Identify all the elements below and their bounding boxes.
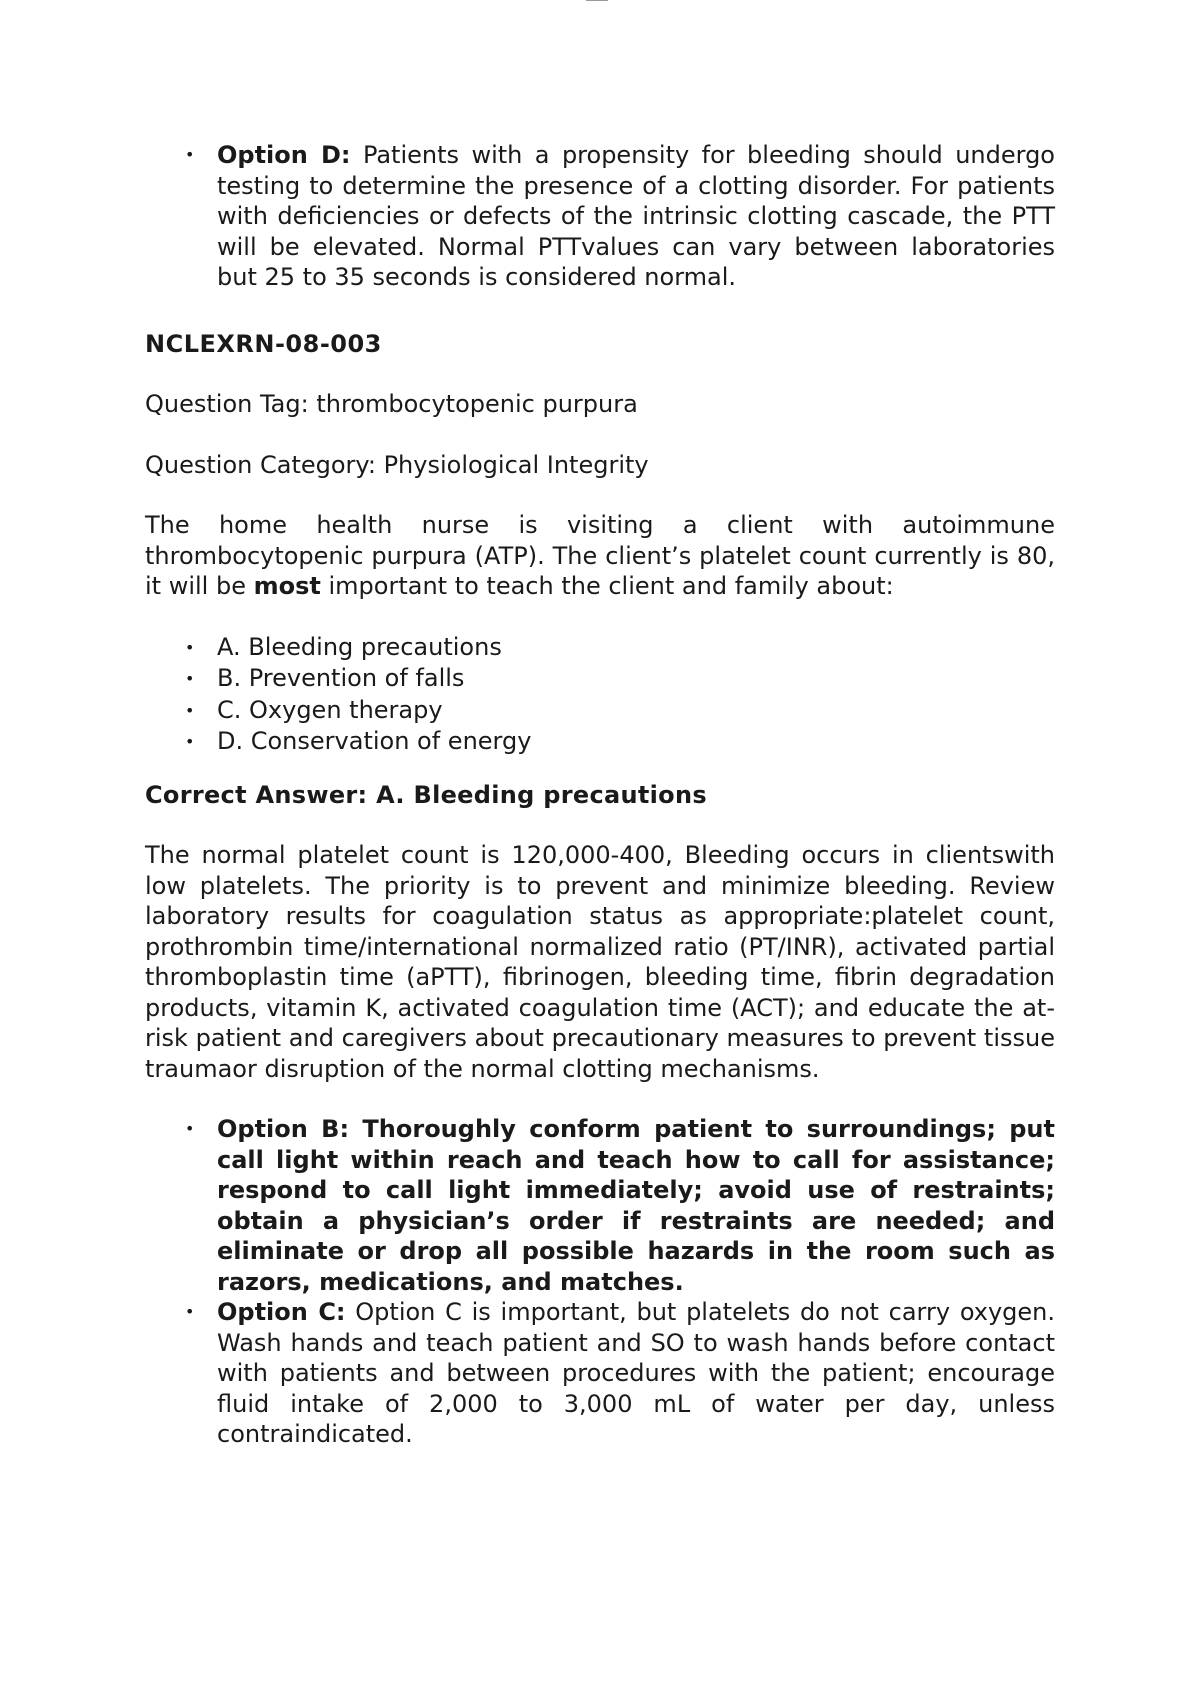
bullet: • xyxy=(185,732,195,751)
option-label: Option C: xyxy=(217,1298,346,1326)
option-text: Patients with a propensity for bleeding should undergo testing to determine the presence of a clotting disorder. For patients with deficiencies or defects of the intrinsic clotting cascade, the PTT will be elevated. Normal PTTvalues can vary between laboratories but 25 to 35 seconds is considered normal. xyxy=(217,141,1055,291)
question-stem xyxy=(145,510,1055,602)
document-page xyxy=(145,140,1055,1450)
option-label: Option D: xyxy=(217,141,351,169)
option-text: Thoroughly conform patient to surroundings; put call light within reach and teach how to call for assistance; respond to call light immediately; avoid use of restraints; obtain a physician’s order if restraints are needed; and eliminate or drop all possible hazards in the room such as razors, medications, and matches. xyxy=(217,1115,1055,1296)
answer-option-a xyxy=(145,632,1055,664)
option-text: D. Conservation of energy xyxy=(217,727,532,755)
bullet: • xyxy=(185,700,195,720)
previous-option-list xyxy=(145,140,1055,293)
answer-option-c xyxy=(145,695,1055,727)
option-label: Option B: xyxy=(217,1115,350,1143)
rationale-text: The normal platelet count is 120,000-400, Bleeding occurs in clientswith low platelets. The priority is to prevent and minimize bleeding. Review laboratory results for coagulation status as appropriate:platelet count, prothrombin time/international normalized ratio (PT/INR), activated partial thromboplastin time (aPTT), fibrinogen, bleeding time, fibrin degradation products, vitamin K, activated coagulation time (ACT); and educate the at-risk patient and caregivers about precautionary measures to prevent tissue traumaor disruption of the normal clotting mechanisms. xyxy=(145,841,1055,1083)
list-item xyxy=(145,140,1055,293)
option-text: Option C is important, but platelets do not carry oxygen. Wash hands and teach patient and SO to wash hands before contact with patients and between procedures with the patient; encourage fluid intake of 2,000 to 3,000 mL of water per day, unless contraindicated. xyxy=(217,1298,1056,1448)
answer-option-b xyxy=(145,663,1055,695)
option-text: C. Oxygen therapy xyxy=(217,695,443,724)
option-text: A. Bleeding precautions xyxy=(217,632,502,661)
page-top-mark xyxy=(586,0,608,3)
answer-options xyxy=(145,632,1055,758)
bullet: • xyxy=(185,145,195,164)
rationale-option-b xyxy=(145,1114,1055,1297)
rationale-options xyxy=(145,1114,1055,1450)
stem-emphasis: most xyxy=(253,572,321,600)
option-text: B. Prevention of falls xyxy=(217,664,465,692)
bullet: • xyxy=(185,637,195,657)
bullet: • xyxy=(185,1119,195,1138)
bullet: • xyxy=(185,669,195,688)
correct-answer: Correct Answer: A. Bleeding precautions xyxy=(145,780,707,809)
bullet: • xyxy=(185,1302,195,1321)
stem-after: important to teach the client and family about: xyxy=(320,572,894,600)
question-category: Question Category: Physiological Integrity xyxy=(145,450,649,479)
rationale-option-c xyxy=(145,1297,1055,1450)
question-tag: Question Tag: thrombocytopenic purpura xyxy=(145,390,638,418)
stem-before: The home health nurse is visiting a client with autoimmune thrombocytopenic purpura (ATP). The client’s platelet count currently is 80, it will be xyxy=(145,511,1055,600)
question-code: NCLEXRN-08-003 xyxy=(145,329,382,358)
answer-option-d xyxy=(145,726,1055,758)
